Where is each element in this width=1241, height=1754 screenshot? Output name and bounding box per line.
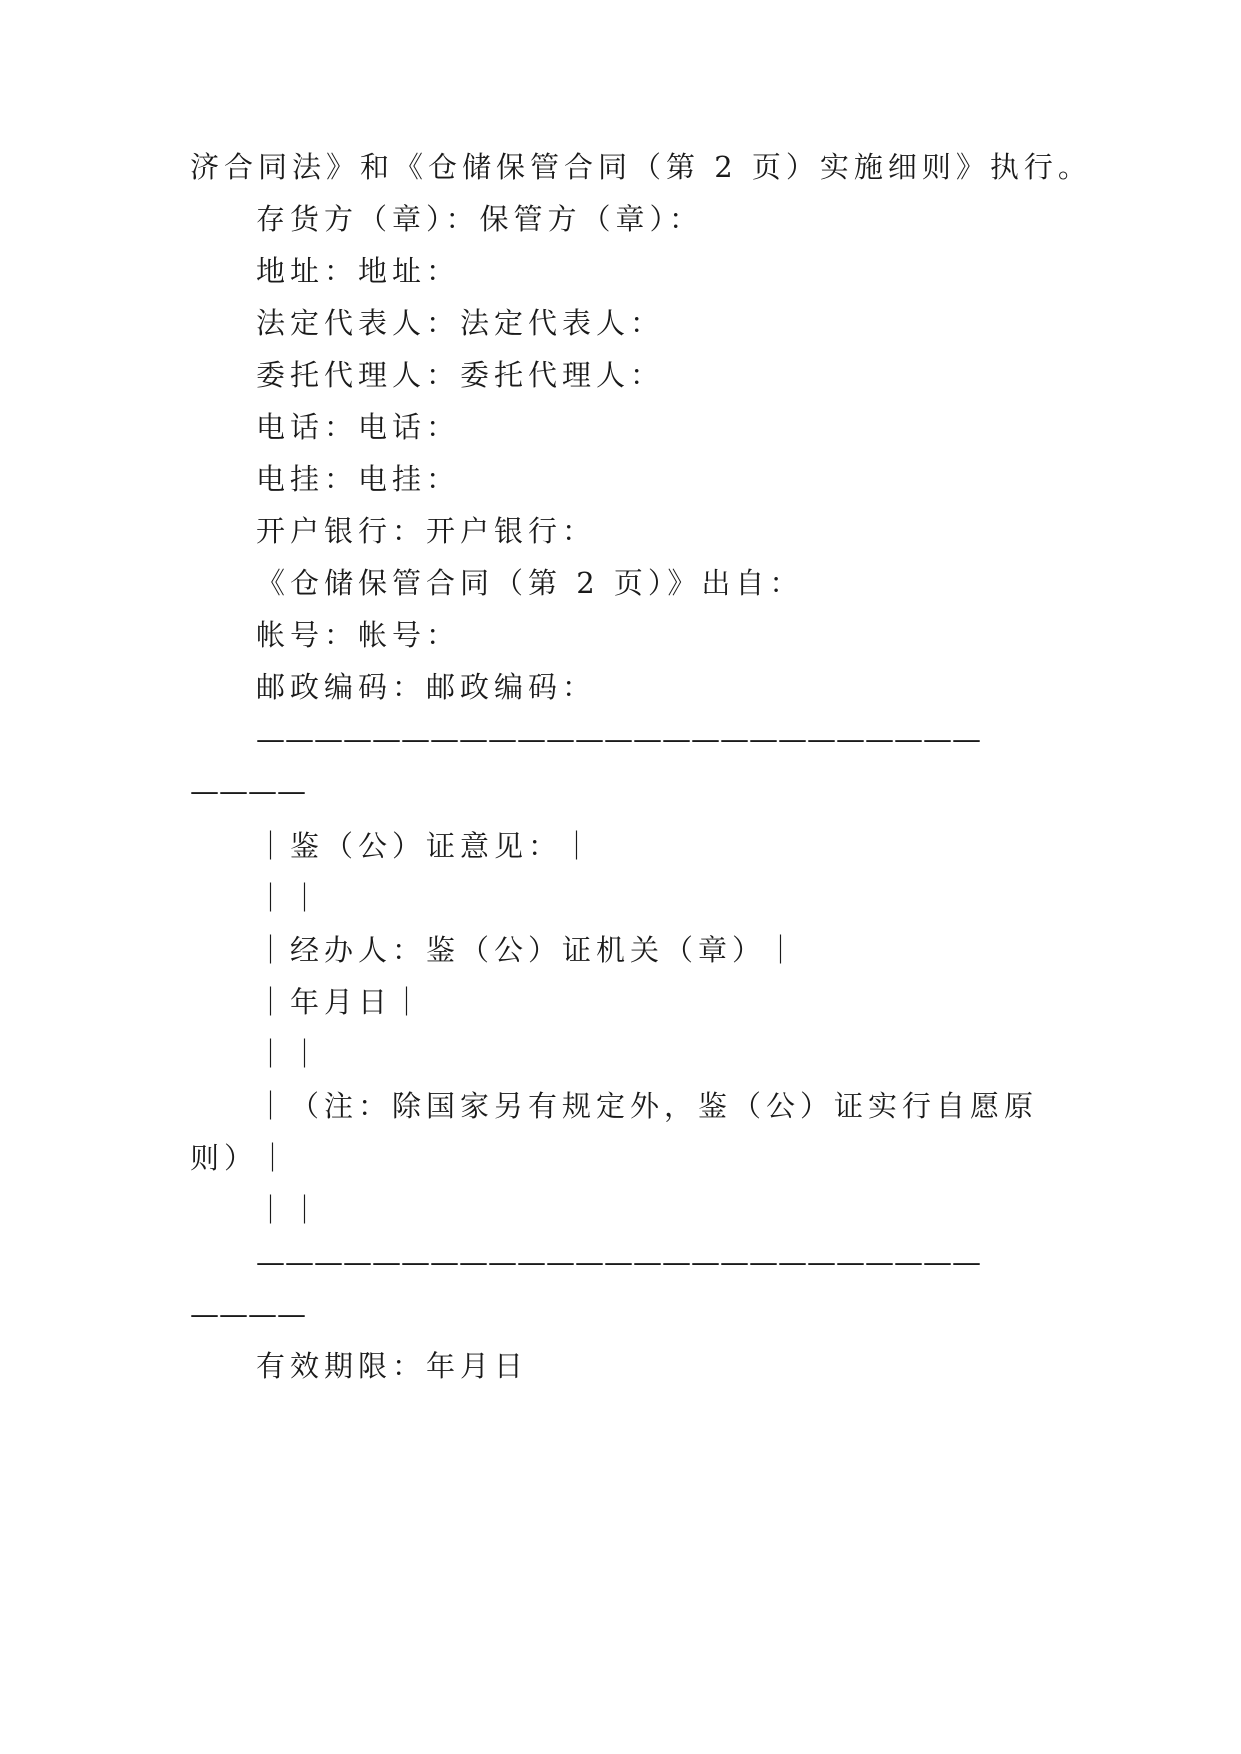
divider-line-continuation: ————	[190, 774, 306, 808]
phone-line: 电话：电话：	[256, 410, 461, 444]
legal-representative-line: 法定代表人：法定代表人：	[256, 306, 665, 340]
box-empty-line: ｜｜	[256, 1037, 325, 1071]
box-empty-line: ｜｜	[256, 881, 325, 915]
source-line: 《仓储保管合同（第 2 页）》出自：	[256, 566, 804, 600]
handler-office-line: ｜经办人：鉴（公）证机关（章）｜	[256, 933, 801, 967]
authorized-agent-line: 委托代理人：委托代理人：	[256, 358, 665, 392]
note-line: ｜（注：除国家另有规定外，鉴（公）证实行自愿原	[256, 1089, 1039, 1123]
box-empty-line: ｜｜	[256, 1193, 325, 1227]
account-line: 帐号：帐号：	[256, 618, 461, 652]
address-line: 地址：地址：	[256, 254, 461, 288]
divider-line: —————————————————————————	[256, 722, 981, 756]
date-line: ｜年月日｜	[256, 985, 427, 1019]
divider-line-continuation: ————	[190, 1297, 306, 1331]
notarization-opinion-line: ｜鉴（公）证意见：｜	[256, 829, 597, 863]
divider-line: —————————————————————————	[256, 1245, 981, 1279]
postal-code-line: 邮政编码：邮政编码：	[256, 670, 597, 704]
validity-period-line: 有效期限：年月日	[256, 1349, 529, 1383]
party-seal-line: 存货方（章）：保管方（章）：	[256, 202, 704, 236]
note-line-continuation: 则）｜	[190, 1141, 293, 1175]
telegraph-line: 电挂：电挂：	[256, 462, 461, 496]
paragraph-continuation: 济合同法》和《仓储保管合同（第 2 页）实施细则》执行。	[190, 150, 1092, 184]
bank-line: 开户银行：开户银行：	[256, 514, 597, 548]
